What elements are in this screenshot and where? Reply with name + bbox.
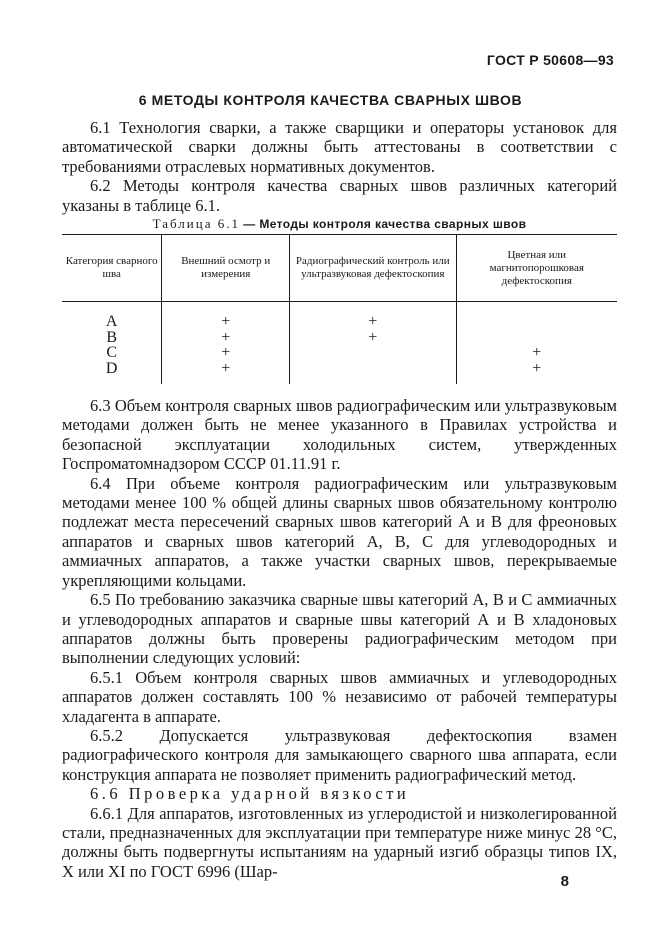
cell-color-magnetic: + [456, 361, 617, 377]
table-row [62, 345, 617, 361]
cell-radiographic [290, 361, 457, 377]
cell-radiographic: + [290, 330, 457, 346]
cell-color-magnetic [456, 330, 617, 346]
page-number: 8 [560, 873, 569, 890]
cell-color-magnetic: + [456, 345, 617, 361]
paragraph-6-5-1: 6.5.1 Объем контроля сварных швов аммиачных и углеводородных аппаратов должен составлять 100 % независимо от рабочей температуры хладагента в аппарате. [62, 667, 617, 726]
cell-radiographic [290, 345, 457, 361]
column-header-radiographic-ultrasonic: Радиографический контроль или ультразвуковая дефектоскопия [290, 235, 457, 302]
paragraph-6-5-2: 6.5.2 Допускается ультразвуковая дефектоскопия взамен радиографического контроля для замыкающего сварного шва аппарата, если конструкция аппарата не позволяет применить радиографический метод. [62, 725, 617, 784]
table-gap [62, 384, 617, 396]
paragraph-6-6-heading: 6.6 Проверка ударной вязкости [90, 784, 410, 804]
table-row [62, 330, 617, 346]
table-caption-title: — Методы контроля качества сварных швов [243, 217, 527, 232]
cell-visual: + [162, 361, 290, 377]
paragraph-6-3: 6.3 Объем контроля сварных швов радиографическим или ультразвуковым методами должен быть не менее указанного в Правилах устройства и безопасной эксплуатации холодильных систем, утвержденных Госпроматомнадзором СССР 01.11.91 г. [62, 396, 617, 474]
paragraph-6-6-1: 6.6.1 Для аппаратов, изготовленных из углеродистой и низколегированной стали, предназначенных для эксплуатации при температуре ниже минус 28 °С, должны быть подвергнуты испытаниям на ударный изгиб образцы типов IX, X или XI по ГОСТ 6996 (Шар- [62, 803, 617, 881]
document-code-header: ГОСТ Р 50608—93 [486, 52, 614, 68]
column-header-weld-category: Категория сварного шва [62, 235, 162, 302]
table-row [62, 314, 617, 330]
paragraph-6-2: 6.2 Методы контроля качества сварных швов различных категорий указаны в таблице 6.1. [62, 176, 617, 215]
cell-visual: + [162, 330, 290, 346]
weld-inspection-methods-table [62, 234, 617, 384]
cell-radiographic: + [290, 314, 457, 330]
cell-category: D [105, 359, 118, 377]
table-caption [62, 216, 617, 232]
paragraph-6-5: 6.5 По требованию заказчика сварные швы категорий А, В и С аммиачных и углеводородных аппаратов и сварные швы категорий А и В хладоновых аппаратов должны быть проверены радиографическим методом при выполнении следующих условий: [62, 590, 617, 668]
section-title: 6 МЕТОДЫ КОНТРОЛЯ КАЧЕСТВА СВАРНЫХ ШВОВ [138, 92, 523, 108]
table-row [62, 361, 617, 377]
document-body [62, 118, 617, 881]
cell-category: А [105, 313, 118, 331]
column-header-color-magnetic: Цветная или магнитопорошковая дефектоскопия [456, 235, 617, 302]
table-end-row [62, 376, 617, 384]
paragraph-6-4: 6.4 При объеме контроля радиографическим или ультразвуковым методами менее 100 % общей длины сварных швов обязательному контролю подлежат места пересечений сварных швов категорий А и В для фреоновых аппаратов и сварных швов категорий А, В, С для углеводородных и аммиачных аппаратов, а также участки сварных швов, перекрываемые укрепляющими кольцами. [62, 473, 617, 590]
table-spacer-row [62, 302, 617, 315]
cell-visual: + [162, 314, 290, 330]
cell-visual: + [162, 345, 290, 361]
cell-category: С [106, 344, 118, 362]
table-header-row [62, 235, 617, 302]
cell-color-magnetic [456, 314, 617, 330]
cell-category: В [106, 328, 118, 346]
paragraph-6-1: 6.1 Технология сварки, а также сварщики и операторы установок для автоматической сварки должны быть аттестованы в соответствии с требованиями отраслевых нормативных документов. [62, 118, 617, 176]
column-header-visual-inspection: Внешний осмотр и измерения [162, 235, 290, 302]
table-caption-label: Таблица 6.1 [152, 216, 240, 232]
